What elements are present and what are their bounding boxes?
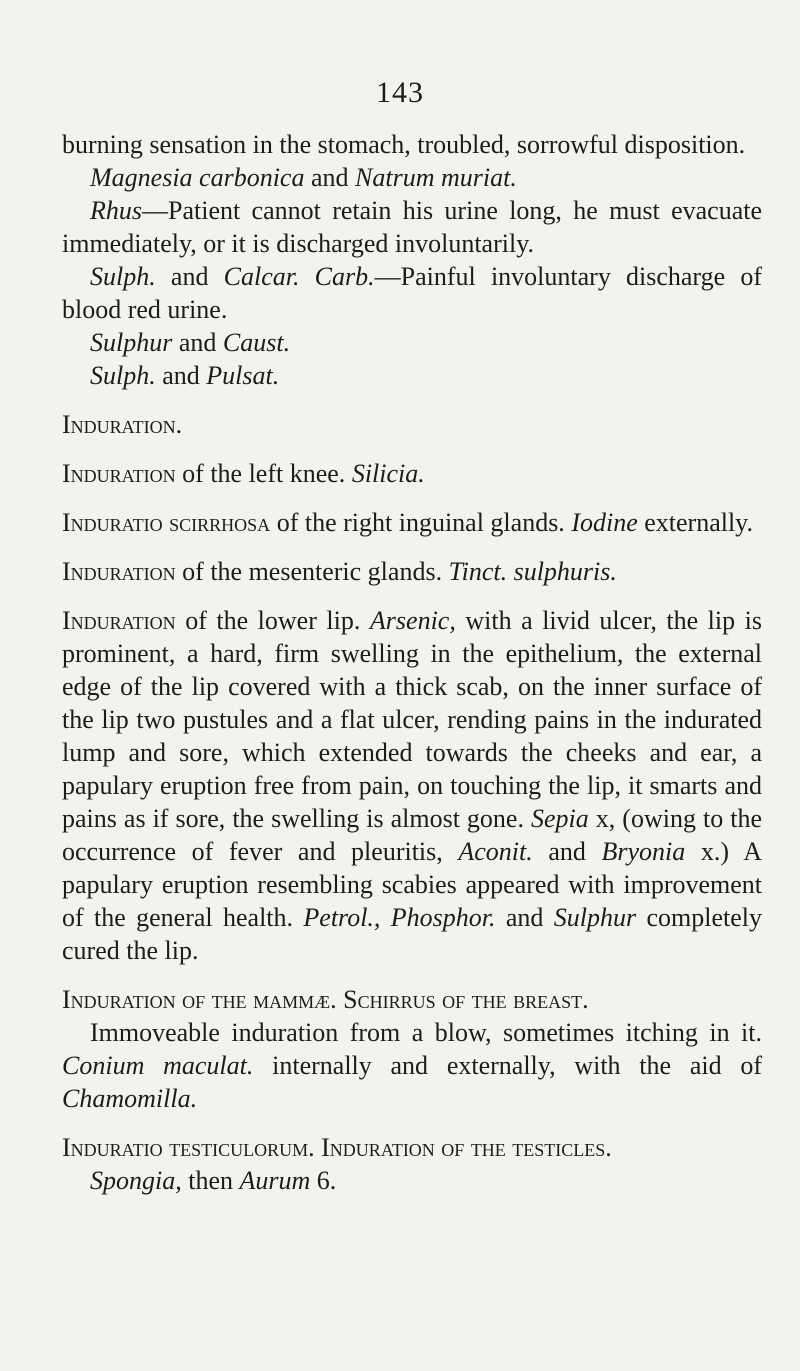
paragraph <box>62 1131 762 1164</box>
text-run: of the left knee. <box>175 459 352 488</box>
small-caps-heading: Induration <box>62 606 176 635</box>
paragraph <box>62 506 762 539</box>
text-run: of the lower lip. <box>175 606 370 635</box>
italic-text: Spongia, <box>90 1166 182 1195</box>
paragraph <box>62 408 762 441</box>
text-run: —Painful involuntary discharge of blood red urine. <box>62 262 762 324</box>
text-run: 6. <box>310 1166 337 1195</box>
paragraph <box>62 260 762 326</box>
text-run: and <box>155 361 207 390</box>
text-run: and <box>172 328 223 357</box>
italic-text: Sulph. <box>90 262 156 291</box>
small-caps-heading: Induration. <box>62 410 183 439</box>
paragraph <box>62 359 762 392</box>
italic-text: Tinct. sulphuris. <box>448 557 617 586</box>
text-run: then <box>181 1166 240 1195</box>
paragraph <box>62 983 762 1016</box>
italic-text: Rhus <box>90 196 142 225</box>
italic-text: Sepia <box>531 804 589 833</box>
small-caps-heading: Induration <box>62 557 176 586</box>
italic-text: Sulph. <box>90 361 156 390</box>
paragraph <box>62 326 762 359</box>
italic-text: Silicia. <box>351 459 425 488</box>
italic-text: Calcar. Carb. <box>223 262 375 291</box>
small-caps-heading: Induration of the mammæ. Schirrus of the breast. <box>62 985 589 1014</box>
paragraph <box>62 128 762 161</box>
paragraph <box>62 194 762 260</box>
italic-text: Sulphur <box>553 903 637 932</box>
italic-text: Bryonia <box>601 837 686 866</box>
text-run: of the mesenteric glands. <box>175 557 449 586</box>
italic-text: Petrol., Phosphor. <box>303 903 496 932</box>
text-run: x, (owing to the occurrence of fever and pleuritis, <box>62 804 762 866</box>
text-run: externally. <box>637 508 753 537</box>
paragraph <box>62 604 762 967</box>
italic-text: Pulsat. <box>206 361 280 390</box>
text-run: and <box>155 262 224 291</box>
italic-text: Magnesia carbonica <box>90 163 305 192</box>
paragraph <box>62 457 762 490</box>
text-run: —Patient cannot retain his urine long, he must evacuate immediately, or it is discharged involuntarily. <box>62 196 762 258</box>
text-run: Immoveable induration from a blow, sometimes itching in it. <box>90 1018 762 1047</box>
text-run: burning sensation in the stomach, troubled, sorrowful disposition. <box>62 130 746 159</box>
text-run: and <box>495 903 554 932</box>
italic-text: Chamomilla. <box>62 1084 198 1113</box>
italic-text: Sulphur <box>90 328 173 357</box>
text-run: of the right inguinal glands. <box>270 508 572 537</box>
text-run: and <box>532 837 602 866</box>
paragraph <box>62 1016 762 1115</box>
italic-text: Arsenic, <box>369 606 456 635</box>
page-number: 143 <box>376 76 424 109</box>
text-run: completely cured the lip. <box>62 903 762 965</box>
italic-text: Caust. <box>222 328 291 357</box>
italic-text: Aconit. <box>458 837 533 866</box>
paragraph <box>62 161 762 194</box>
paragraph <box>62 555 762 588</box>
small-caps-heading: Induratio scirrhosa <box>62 508 271 537</box>
italic-text: Conium maculat. <box>62 1051 254 1080</box>
text-run: internally and externally, with the aid of <box>253 1051 763 1080</box>
page-body <box>62 128 762 1197</box>
small-caps-heading: Induratio testiculorum. Induration of the testicles. <box>62 1133 612 1162</box>
text-run: x.) A papulary eruption resembling scabies appeared with improvement of the general health. <box>62 837 762 932</box>
italic-text: Aurum <box>239 1166 311 1195</box>
paragraph <box>62 1164 762 1197</box>
text-run: and <box>304 163 356 192</box>
italic-text: Natrum muriat. <box>355 163 517 192</box>
italic-text: Iodine <box>571 508 638 537</box>
small-caps-heading: Induration <box>62 459 176 488</box>
text-run: with a livid ulcer, the lip is prominent, a hard, firm swelling in the epithelium, the external edge of the lip covered with a thick scab, on the inner surface of the lip two pustules and a flat ulcer, rending pains in the indurated lump and sore, which extended towards the cheeks and ear, a papulary eruption free from pain, on touching the lip, it smarts and pains as if sore, the swelling is almost gone. <box>62 606 762 833</box>
